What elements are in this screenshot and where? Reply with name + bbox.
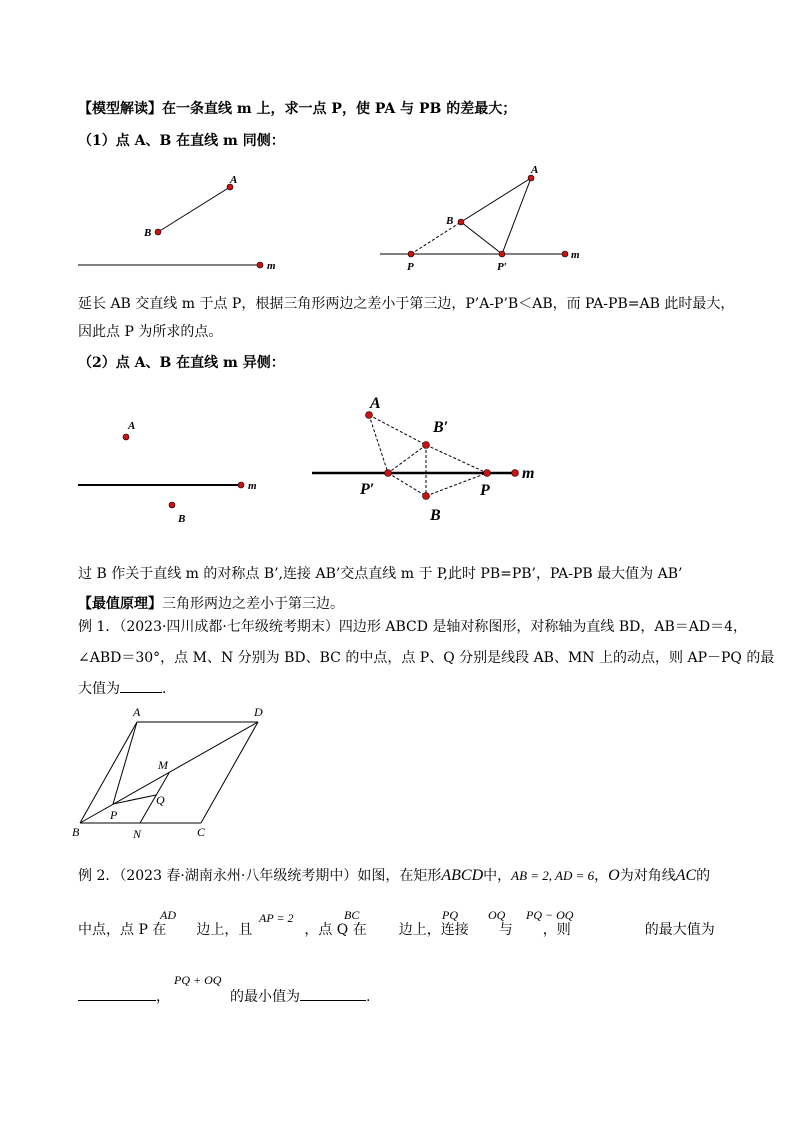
principle-bracket-title: 【最值原理】 bbox=[78, 596, 162, 612]
example2-l2-text-b: 边上，且 bbox=[196, 922, 253, 938]
label-B: B bbox=[430, 507, 441, 524]
label-m: m bbox=[522, 465, 535, 482]
label-D: D bbox=[254, 705, 263, 719]
label-A: A bbox=[531, 164, 539, 176]
example2-l2-text: 中点，点 P 在 bbox=[78, 922, 167, 938]
example1-line1: 例 1．（2023·四川成都·七年级统考期末）四边形 ABCD 是轴对称图形，对称轴为直线 BD，AB＝AD＝4， bbox=[78, 619, 747, 635]
example2-ad: AD bbox=[160, 908, 176, 922]
label-A: A bbox=[133, 705, 141, 719]
case1-title: （1）点 A、B 在直线 m 同侧： bbox=[78, 133, 285, 149]
example1-line3-end: . bbox=[162, 681, 167, 697]
label-B-prime: B′ bbox=[433, 419, 449, 436]
example2-diff: PQ − OQ bbox=[526, 908, 574, 922]
heading-text: 在一条直线 m 上，求一点 P，使 PA 与 PB 的差最大； bbox=[162, 101, 517, 117]
example2-l2-text-f: ，则 bbox=[542, 922, 571, 938]
label-Q: Q bbox=[156, 793, 165, 807]
label-P-prime: P′ bbox=[360, 481, 375, 498]
example2-l2-text-c: ，点 Q 在 bbox=[304, 922, 367, 938]
example2-line1 bbox=[78, 866, 710, 886]
example1-answer-blank[interactable] bbox=[120, 678, 162, 693]
example2-l1-text-d: 为对角线 bbox=[619, 868, 676, 884]
example1-line3 bbox=[78, 678, 166, 699]
example2-pq: PQ bbox=[442, 908, 458, 922]
example2-answer-blank-1[interactable] bbox=[78, 986, 156, 1001]
example2-l3-sep: ， bbox=[156, 989, 170, 1005]
example2-abcd: ABCD bbox=[441, 867, 484, 884]
label-M: M bbox=[158, 758, 168, 772]
example2-condition: AB = 2, AD = 6 bbox=[511, 868, 595, 883]
example2-o: O bbox=[608, 867, 620, 884]
example1-line3-text: 大值为 bbox=[78, 681, 120, 697]
example2-l3-end: . bbox=[366, 989, 371, 1005]
label-P: P bbox=[110, 808, 118, 822]
example2-oq: OQ bbox=[488, 908, 506, 922]
example2-sum: PQ + OQ bbox=[174, 973, 222, 987]
label-P-prime: P′ bbox=[497, 261, 507, 273]
heading-bracket-title: 【模型解读】 bbox=[78, 101, 162, 117]
example2-ap: AP = 2 bbox=[259, 911, 294, 925]
example2-l1-text: 例 2．（2023 春·湖南永州·八年级统考期中）如图，在矩形 bbox=[78, 868, 442, 884]
label-C: C bbox=[197, 825, 206, 839]
example2-l1-text-e: 的 bbox=[696, 868, 711, 884]
example2-l2-text-e: 与 bbox=[498, 922, 513, 938]
label-B: B bbox=[144, 227, 152, 239]
case2-explain: 过 B 作关于直线 m 的对称点 B’,连接 AB’交点直线 m 于 P,此时 PB=PB’，PA-PB 最大值为 AB’ bbox=[78, 566, 683, 582]
label-A: A bbox=[370, 395, 381, 412]
example2-line3 bbox=[78, 986, 370, 1007]
label-B: B bbox=[178, 513, 186, 525]
label-m: m bbox=[248, 480, 257, 492]
principle-line bbox=[78, 594, 344, 614]
example2-ac: AC bbox=[675, 867, 697, 884]
case1-right-figure bbox=[380, 160, 600, 275]
example1-line2: ∠ABD＝30°，点 M、N 分别为 BD、BC 的中点，点 P、Q 分别是线段 AB、MN 上的动点，则 AP－PQ 的最 bbox=[78, 650, 775, 666]
label-B: B bbox=[446, 215, 454, 227]
label-P: P bbox=[480, 482, 490, 499]
model-heading bbox=[78, 99, 516, 119]
case1-explain-line1: 延长 AB 交直线 m 于点 P，根据三角形两边之差小于第三边，P’A-P’B＜AB，而 PA-PB=AB 此时最大， bbox=[78, 296, 735, 312]
case1-left-figure bbox=[70, 170, 290, 280]
case2-left-figure bbox=[70, 410, 300, 530]
example2-line2 bbox=[78, 920, 715, 940]
case2-title: （2）点 A、B 在直线 m 异侧： bbox=[78, 355, 285, 371]
example2-bc: BC bbox=[344, 908, 360, 922]
principle-text: 三角形两边之差小于第三边。 bbox=[162, 596, 344, 612]
label-m: m bbox=[571, 249, 580, 261]
label-B: B bbox=[72, 825, 80, 839]
label-A: A bbox=[128, 420, 136, 432]
example2-l3-text: 的最小值为 bbox=[230, 989, 300, 1005]
label-m: m bbox=[267, 260, 276, 272]
example2-l1-comma: ， bbox=[594, 868, 609, 884]
example2-answer-blank-2[interactable] bbox=[300, 986, 366, 1001]
example2-l2-text-g: 的最大值为 bbox=[644, 922, 715, 938]
example2-l2-text-d: 边上，连接 bbox=[398, 922, 469, 938]
label-P: P bbox=[407, 261, 414, 273]
case2-right-figure bbox=[310, 390, 550, 525]
case1-explain-line2: 因此点 P 为所求的点。 bbox=[78, 324, 223, 340]
example1-figure bbox=[70, 700, 290, 845]
example2-l1-text-b: 中， bbox=[483, 868, 512, 884]
label-A: A bbox=[230, 174, 238, 186]
label-N: N bbox=[133, 827, 142, 841]
